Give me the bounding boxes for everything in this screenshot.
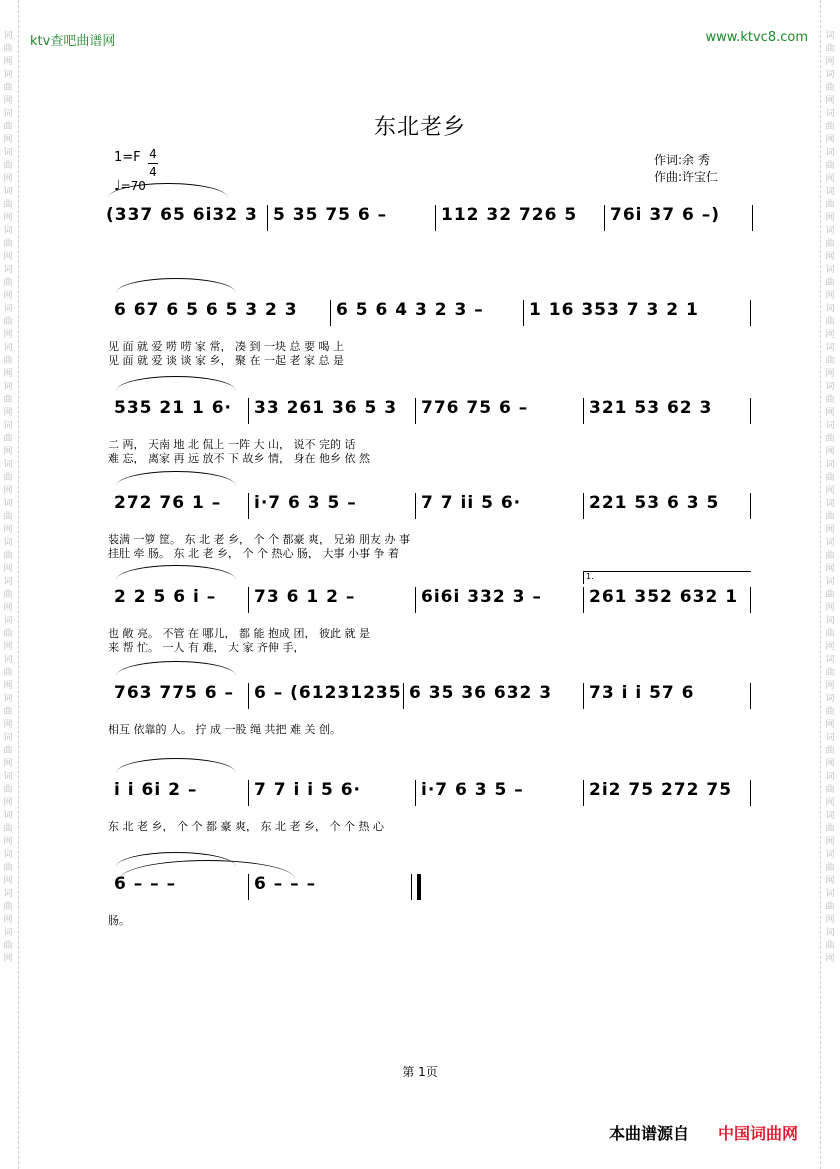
barline [750,493,751,519]
measure: 33 261 36 5 3 [254,398,398,418]
measure: 6i6i 332 3 – [421,587,542,607]
right-margin-line [820,0,821,1169]
measure: 1 16 353 7 3 2 1 [529,300,699,320]
tempo-value: =70 [120,179,146,193]
measure: 6 – – – [114,874,177,894]
header-site-url: www.ktvc8.com [705,30,808,45]
measure: 261 352 632 1 [589,587,739,607]
measure: 221 53 6 3 5 [589,493,720,513]
slur-mark [116,278,236,293]
slur-mark [116,471,236,486]
footer-source-site: 中国词曲网 [718,1124,799,1143]
lyric-line: 相互 依靠的 人。 拧 成 一股 绳 共把 难 关 创。 [108,723,341,735]
measure: 763 775 6 – [114,683,235,703]
measure: 6 35 36 632 3 [409,683,553,703]
left-margin-line [18,0,19,1169]
lyric-line: 装满 一箩 筐。 东 北 老 乡， 个 个 都豪 爽， 兄弟 朋友 办 事 [108,533,410,545]
composer: 作曲:许宝仁 [654,170,719,184]
measure: 7 7 ii 5 6· [421,493,522,513]
footer-source-label: 本曲谱源自 [609,1124,690,1143]
measure: i i 6i 2 – [114,780,198,800]
barline [750,683,751,709]
measure: 73 6 1 2 – [254,587,356,607]
barline [415,780,416,806]
lyric-line: 见 面 就 爱 唠 唠 家 常， 凑 到 一块 总 要 喝 上 [108,340,344,352]
barline [752,205,753,231]
barline [583,683,584,709]
right-watermark: 词曲网词曲网词曲网词曲网词曲网词曲网词曲网词曲网词曲网词曲网词曲网词曲网词曲网词曲网词曲网词曲网词曲网词曲网词曲网词曲网词曲网词曲网词曲网词曲网 [825,31,835,964]
measure: 5 35 75 6 – [273,205,388,225]
notation-line [0,493,840,519]
measure: 535 21 1 6· [114,398,233,418]
barline [750,398,751,424]
measure: 112 32 726 5 [441,205,578,225]
measure: 6 – – – [254,874,317,894]
lyric-line: 来 帮 忙。 一人 有 难， 大 家 齐伸 手， [108,641,305,653]
barline [330,300,331,326]
lyric-line: 东 北 老 乡， 个 个 都 豪 爽， 东 北 老 乡， 个 个 热 心 [108,820,384,832]
lyric-line: 肠。 [108,914,130,926]
slur-mark [116,565,236,580]
measure: 76i 37 6 –) [610,205,720,225]
measure: 6 – (61231235 [254,683,402,703]
barline [415,493,416,519]
credits [654,152,718,186]
barline [248,398,249,424]
lyric-line: 二 两， 天南 地 北 侃上 一阵 大 山， 说不 完的 话 [108,438,356,450]
notation-line [0,587,840,613]
barline [267,205,268,231]
barline [750,780,751,806]
barline [583,493,584,519]
quarter-note-icon: ♩ [114,178,121,194]
measure: 2i2 75 272 75 [589,780,733,800]
barline [523,300,524,326]
measure: i·7 6 3 5 – [254,493,357,513]
barline [435,205,436,231]
lyric-line: 也 敞 亮。 不管 在 哪儿， 都 能 抱成 团， 彼此 就 是 [108,627,370,639]
measure: 6 5 6 4 3 2 3 – [336,300,484,320]
notation-line [0,780,840,806]
volta-bracket: 1. [583,571,751,584]
song-title: 东北老乡 [373,115,466,140]
lyricist: 作词:余 秀 [654,153,710,167]
measure: 776 75 6 – [421,398,529,418]
barline [750,587,751,613]
page-number: 第 1页 [402,1065,438,1079]
barline [415,587,416,613]
barline [583,398,584,424]
measure: (337 65 6i32 3 [106,205,258,225]
barline [248,493,249,519]
notation-line [0,683,840,709]
barline [403,683,404,709]
header-site-name: ktv查吧曲谱网 [30,34,116,49]
left-watermark: 词曲网词曲网词曲网词曲网词曲网词曲网词曲网词曲网词曲网词曲网词曲网词曲网词曲网词曲网词曲网词曲网词曲网词曲网词曲网词曲网词曲网词曲网词曲网词曲网 [3,31,13,964]
measure: 272 76 1 – [114,493,222,513]
time-signature-top: 4 [148,146,158,164]
slur-mark [116,376,236,391]
key-signature: 1=F [114,150,141,165]
notation-line [0,398,840,424]
notation-line [0,205,840,231]
lyric-line: 难 忘， 离家 再 远 放不 下 故乡 情， 身在 他乡 依 然 [108,452,370,464]
slur-mark [116,661,236,676]
measure: 6 67 6 5 6 5 3 2 3 [114,300,298,320]
barline [583,587,584,613]
barline [750,300,751,326]
lyric-line: 挂肚 牵 肠。 东 北 老 乡， 个 个 热心 肠， 大事 小事 争 着 [108,547,399,559]
notation-line [0,300,840,326]
lyric-line: 见 面 就 爱 谈 谈 家 乡， 聚 在 一起 老 家 总 是 [108,354,344,366]
slur-mark [116,758,236,773]
final-barline [411,874,421,900]
measure: 73 i i 57 6 [589,683,695,703]
time-signature [148,146,158,181]
measure: 2 2 5 6 i – [114,587,217,607]
measure: i·7 6 3 5 – [421,780,524,800]
barline [583,780,584,806]
time-signature-bottom: 4 [149,165,157,179]
barline [415,398,416,424]
barline [604,205,605,231]
measure: 321 53 62 3 [589,398,713,418]
barline [248,780,249,806]
measure: 7 7 i i 5 6· [254,780,362,800]
barline [248,683,249,709]
barline [248,587,249,613]
